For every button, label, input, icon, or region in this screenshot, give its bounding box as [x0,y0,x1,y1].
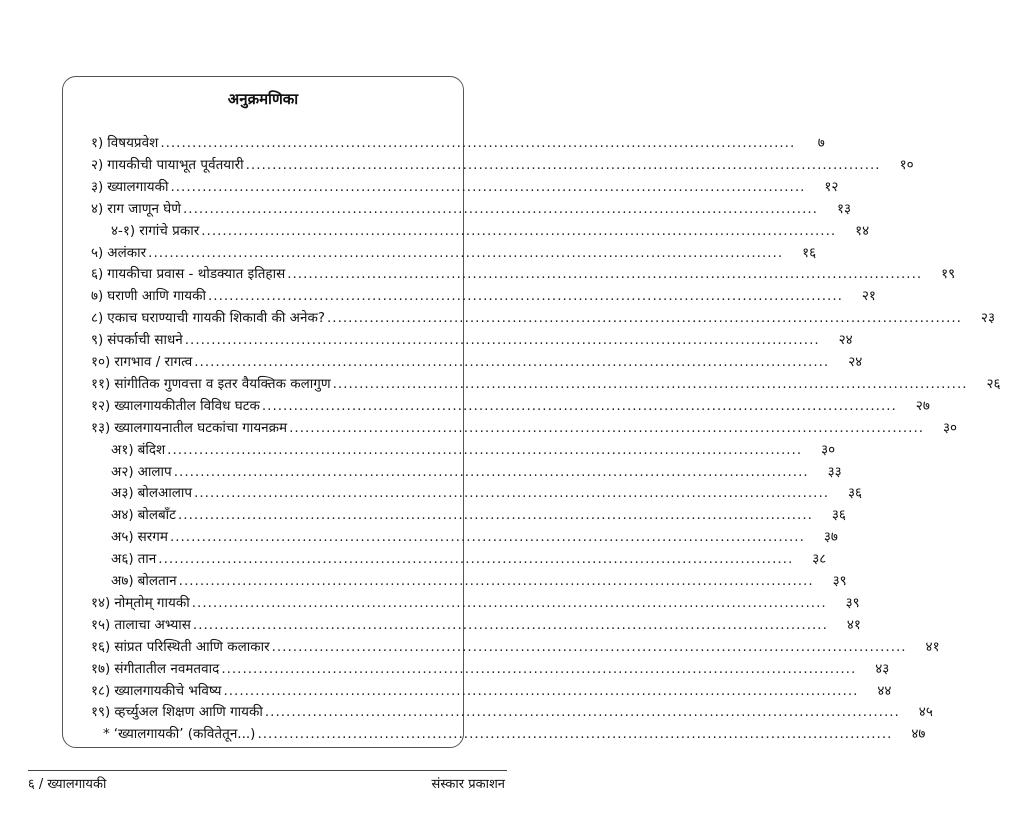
toc-entry-page: २४ [848,354,863,370]
toc-entry-number: अ२) [111,463,134,480]
toc-entry [91,615,861,635]
toc-entry-page: ३० [821,441,836,458]
toc-entry-number: ११) [91,375,111,392]
toc-entry [111,440,836,460]
toc-entry-label: सांप्रत परिस्थिती आणि कलाकार [114,638,270,655]
toc-leader-dots: ........................................................................................................................ [194,354,830,370]
toc-entry-label: रागभाव / रागत्व [114,354,193,370]
toc-entry-number: अ१) [111,441,134,458]
toc-entry [91,199,851,219]
toc-entry [91,308,995,328]
toc-entry [91,177,839,197]
toc-entry-number: १०) [91,354,111,370]
toc-entry [91,374,1001,394]
toc-entry-number: अ७) [111,573,134,589]
toc-leader-dots: ........................................................................................................................ [201,222,837,239]
toc-entry-page: ४१ [846,616,861,633]
toc-entry [91,396,930,416]
toc-entry [91,155,914,175]
toc-entry-page: ३३ [827,463,842,480]
toc-entry-label: ख्यालगायकीचे भविष्य [114,682,222,699]
toc-entry-label: रागांचे प्रकार [139,222,200,239]
toc-entry-number: ४-१) [111,222,136,239]
toc-entry-label: तालाचा अभ्यास [114,616,191,633]
toc-entry [111,462,842,482]
toc-entry [111,571,847,591]
footer-divider [28,770,507,771]
toc-entry-page: २३ [980,310,995,327]
toc-entry [91,418,958,438]
toc-entry [111,483,863,503]
toc-entry [91,681,892,701]
toc-entry-page: २७ [915,397,930,414]
toc-leader-dots: ........................................................................................................................ [177,507,813,524]
toc-leader-dots: ........................................................................................................................ [170,178,806,195]
toc-entry [111,221,870,241]
footer-publisher: संस्कार प्रकाशन [431,777,505,792]
toc-entry-number: १७) [91,660,111,677]
toc-entry-label: आलाप [137,463,172,480]
toc-entry-number: अ४) [111,507,134,524]
toc-entry-page: ७ [817,135,825,151]
toc-leader-dots: ........................................................................................................................ [289,419,925,436]
toc-entry-number: अ६) [111,551,134,568]
toc-leader-dots: ........................................................................................................................ [245,156,881,173]
toc-entry-number: ३) [91,178,104,195]
toc-entry-label: सांगीतिक गुणवत्ता व इतर वैयक्तिक कलागुण [114,375,331,392]
toc-entry-number: १३) [91,419,111,436]
toc-entry-page: ३९ [832,573,847,589]
toc-entry-label: बोलबाँट [137,507,176,524]
toc-leader-dots: ........................................................................................................................ [327,310,962,327]
toc-entry-page: ३६ [831,507,846,524]
toc-leader-dots: ........................................................................................................................ [271,638,907,655]
toc-entry-page: ४७ [911,726,926,743]
toc-entry [91,702,933,722]
toc-entry [91,330,853,350]
toc-entry [103,724,926,744]
toc-entry-label: गायकीचा प्रवास - थोडक्यात इतिहास [107,266,286,283]
toc-leader-dots: ........................................................................................................................ [178,573,814,589]
toc-entry-label: गायकीची पायाभूत पूर्वतयारी [107,156,244,173]
toc-entry [91,637,940,657]
toc-entry-label: अलंकार [107,244,147,261]
toc-entry-number: ६) [91,266,104,283]
toc-leader-dots: ........................................................................................................................ [158,551,794,568]
toc-entry [91,286,876,306]
toc-entry-number: १५) [91,616,111,633]
toc-leader-dots: ........................................................................................................................ [160,135,796,151]
toc-leader-dots: ........................................................................................................................ [261,397,897,414]
toc-entry [91,264,956,284]
toc-entry-number: ८) [91,310,104,327]
toc-entry-number: १४) [91,594,111,611]
toc-entry-page: २४ [838,332,853,349]
toc-entry-page: १६ [802,244,817,261]
toc-entry [111,527,838,547]
toc-entry-label: एकाच घराण्याची गायकी शिकावी की अनेक? [107,310,325,327]
toc-entry-number: * [103,726,110,743]
toc-entry-page: ३६ [848,485,863,502]
toc-entry-number: ४) [91,200,104,217]
toc-entry-label: घराणी आणि गायकी [107,288,206,305]
toc-leader-dots: ........................................................................................................................ [257,726,893,743]
toc-entry-label: ख्यालगायकीतील विविध घटक [114,397,260,414]
toc-leader-dots: ........................................................................................................................ [194,485,830,502]
toc-entry-label: ख्यालगायकी [107,178,169,195]
toc-leader-dots: ........................................................................................................................ [167,441,803,458]
toc-title: अनुक्रमणिका [227,90,299,108]
toc-entry-label: ‘ख्यालगायकी’ (कवितेतून...) [113,726,256,743]
toc-leader-dots: ........................................................................................................................ [191,594,827,611]
toc-leader-dots: ........................................................................................................................ [192,616,828,633]
toc-entry-number: १) [91,135,104,151]
toc-entry-page: ३९ [845,594,860,611]
toc-entry-page: १४ [855,222,870,239]
toc-entry [111,505,846,525]
toc-entry-number: १९) [91,704,111,721]
toc-entry-page: ३७ [823,529,838,546]
toc-entry-label: संगीतातील नवमतवाद [114,660,220,677]
toc-entry-page: २६ [986,375,1001,392]
toc-entry-number: २) [91,156,104,173]
toc-entry-page: ४४ [877,682,892,699]
toc-entry-page: ४३ [875,660,890,677]
toc-leader-dots: ........................................................................................................................ [207,288,843,305]
toc-leader-dots: ........................................................................................................................ [223,682,859,699]
toc-entry-label: विषयप्रवेश [107,135,159,151]
toc-entry-number: ९) [91,332,104,349]
toc-entry-label: तान [137,551,157,568]
toc-entry-number: ७) [91,288,104,305]
toc-entry-page: ४१ [925,638,940,655]
toc-entry-label: बोलआलाप [137,485,193,502]
toc-entry-number: १२) [91,397,111,414]
toc-entry [91,133,825,153]
toc-entry-page: १३ [836,200,851,217]
toc-entry-number: अ३) [111,485,134,502]
toc-leader-dots: ........................................................................................................................ [184,332,820,349]
toc-leader-dots: ........................................................................................................................ [148,244,784,261]
toc-entry [91,243,817,263]
toc-entry-label: व्हर्च्युअल शिक्षण आणि गायकी [114,704,263,721]
toc-entry [91,593,860,613]
toc-entry [91,352,863,372]
toc-leader-dots: ........................................................................................................................ [169,529,805,546]
toc-frame [62,76,1001,748]
toc-entry-page: १० [899,156,914,173]
toc-entry-number: १६) [91,638,111,655]
toc-entry-page: ४५ [918,704,933,721]
toc-entry-label: नोम्‌तोम्‌ गायकी [114,594,190,611]
toc-entry [91,659,890,679]
toc-leader-dots: ........................................................................................................................ [183,200,818,217]
toc-leader-dots: ........................................................................................................................ [264,704,900,721]
toc-entry-page: १९ [941,266,956,283]
toc-entry-label: राग जाणून घेणे [107,200,182,217]
toc-leader-dots: ........................................................................................................................ [287,266,923,283]
toc-entry-page: २१ [861,288,876,305]
toc-entry-label: बोलतान [137,573,177,589]
toc-entry-page: ३० [943,419,958,436]
toc-entry-label: सरगम [137,529,168,546]
toc-entry-number: ५) [91,244,104,261]
toc-leader-dots: ........................................................................................................................ [332,375,968,392]
toc-leader-dots: ........................................................................................................................ [221,660,857,677]
toc-entry-label: संपर्काची साधने [107,332,183,349]
toc-entry-number: १८) [91,682,111,699]
footer-page-label: ६ / ख्यालगायकी [28,777,107,792]
toc-entry-label: बंदिश [137,441,166,458]
toc-leader-dots: ........................................................................................................................ [173,463,809,480]
toc-entry-page: १२ [824,178,839,195]
toc-entry-number: अ५) [111,529,134,546]
toc-entry [111,549,827,569]
toc-entry-label: ख्यालगायनातील घटकांचा गायनक्रम [114,419,288,436]
toc-entry-page: ३८ [812,551,827,568]
